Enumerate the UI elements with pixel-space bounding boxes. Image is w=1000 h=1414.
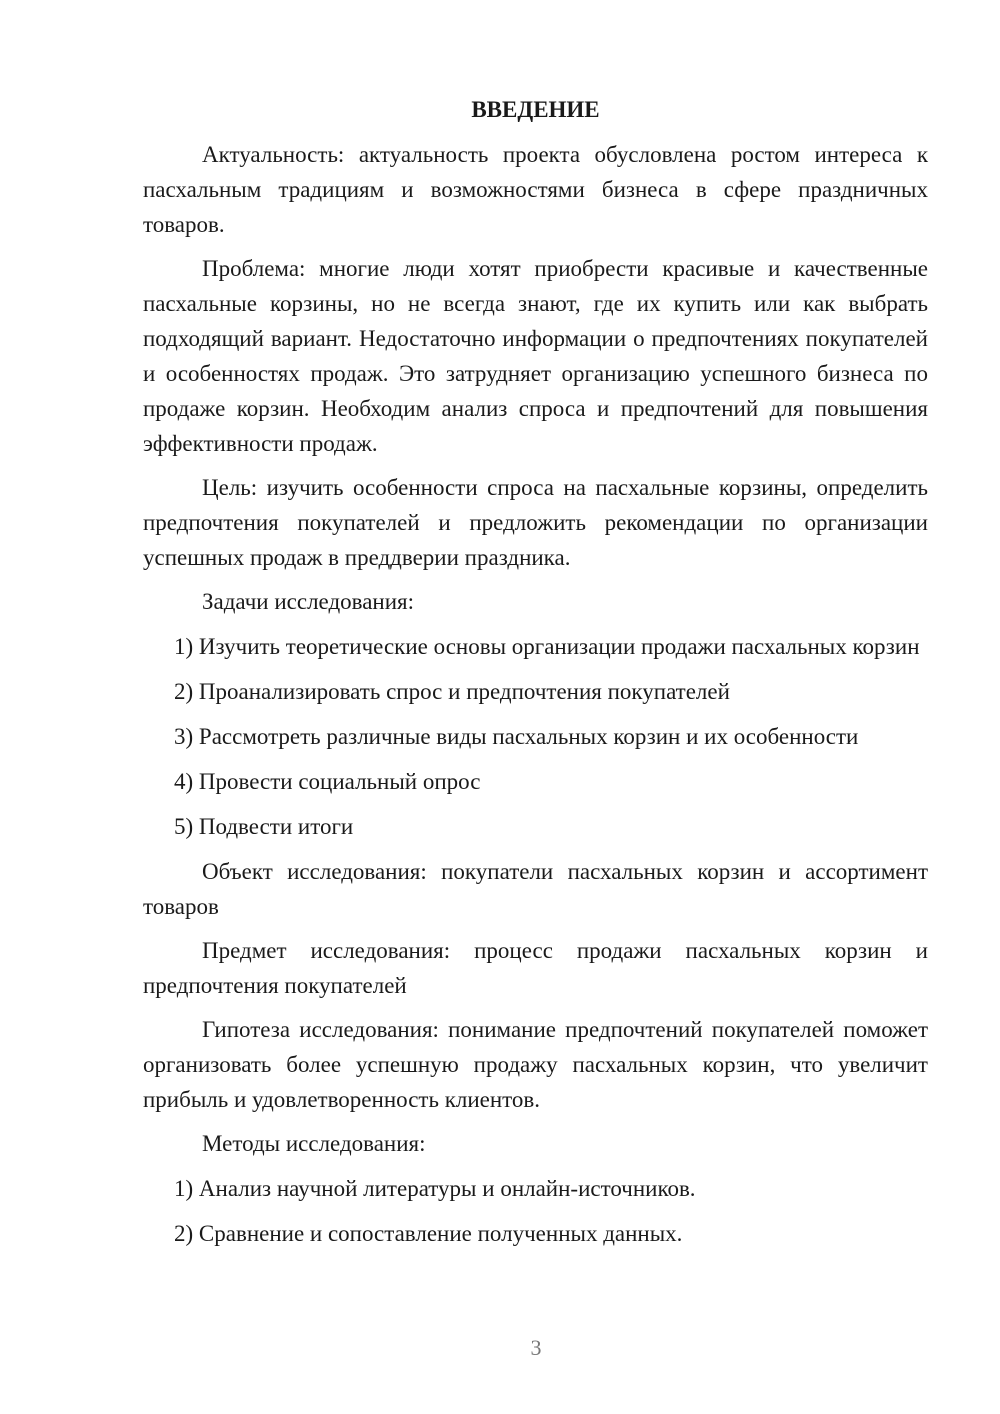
object-paragraph: Объект исследования: покупатели пасхальных корзин и ассортимент товаров: [143, 859, 928, 919]
page-content: [143, 92, 928, 1261]
relevance-paragraph: Актуальность: актуальность проекта обусловлена ростом интереса к пасхальным традициям и возможностями бизнеса в сфере праздничных товаров.: [143, 142, 928, 237]
task-item-1: 1) Изучить теоретические основы организации продажи пасхальных корзин: [174, 634, 920, 659]
task-item-2: 2) Проанализировать спрос и предпочтения покупателей: [174, 679, 730, 704]
problem-paragraph: Проблема: многие люди хотят приобрести красивые и качественные пасхальные корзины, но не всегда знают, где их купить или как выбрать подходящий вариант. Недостаточно информации о предпочтениях покупателей и особенностях продаж. Это затрудняет организацию успешного бизнеса по продаже корзин. Необходим анализ спроса и предпочтений для повышения эффективности продаж.: [143, 256, 928, 456]
task-item-5: 5) Подвести итоги: [174, 814, 354, 839]
method-item-1: 1) Анализ научной литературы и онлайн-источников.: [174, 1176, 696, 1201]
method-item-2: 2) Сравнение и сопоставление полученных данных.: [174, 1221, 683, 1246]
goal-paragraph: Цель: изучить особенности спроса на пасхальные корзины, определить предпочтения покупателей и предложить рекомендации по организации успешных продаж в преддверии праздника.: [143, 475, 928, 570]
page-title: ВВЕДЕНИЕ: [471, 97, 600, 122]
methods-heading: Методы исследования:: [202, 1131, 426, 1156]
tasks-heading: Задачи исследования:: [202, 589, 415, 614]
task-item-3: 3) Рассмотреть различные виды пасхальных корзин и их особенности: [174, 724, 859, 749]
hypothesis-paragraph: Гипотеза исследования: понимание предпочтений покупателей поможет организовать более успешную продажу пасхальных корзин, что увеличит прибыль и удовлетворенность клиентов.: [143, 1017, 928, 1112]
task-item-4: 4) Провести социальный опрос: [174, 769, 481, 794]
subject-paragraph: Предмет исследования: процесс продажи пасхальных корзин и предпочтения покупателей: [143, 938, 928, 998]
page-number: 3: [530, 1335, 542, 1360]
